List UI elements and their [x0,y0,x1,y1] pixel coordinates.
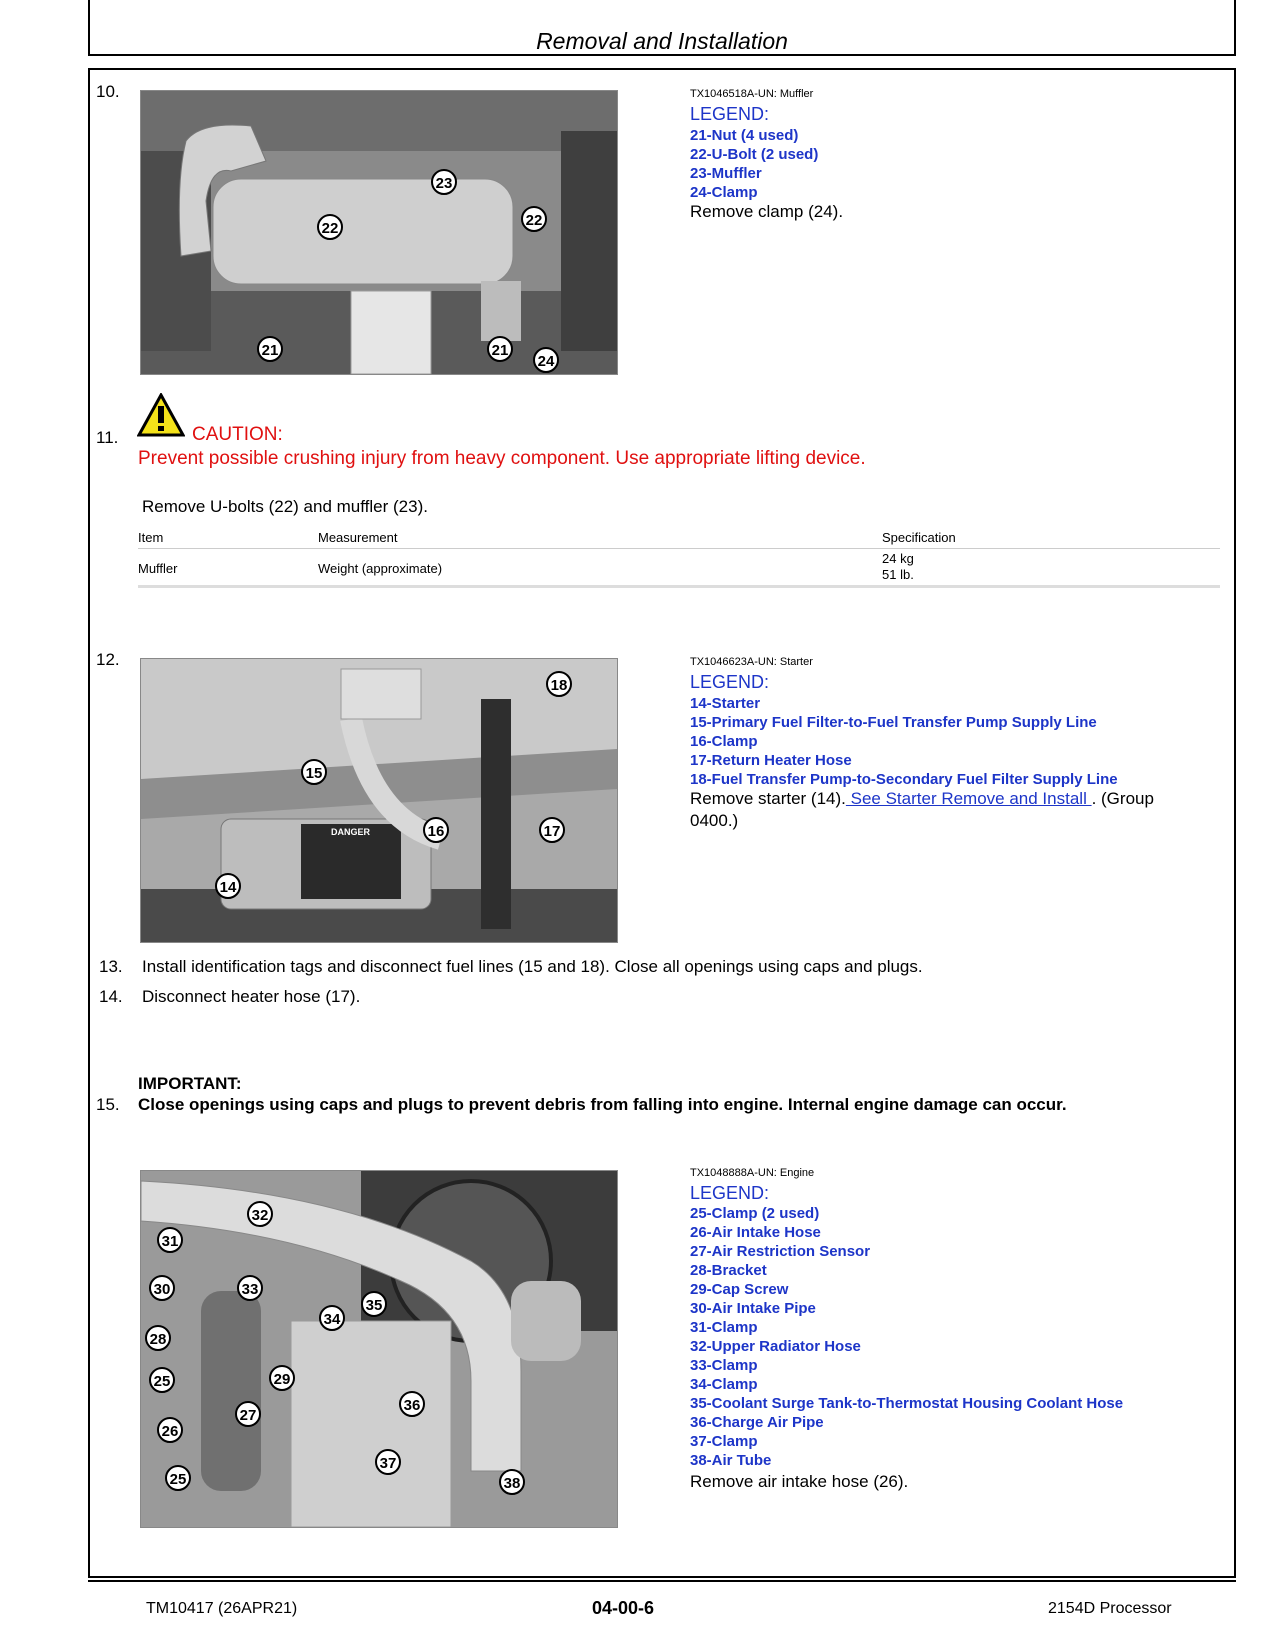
callout-14: 14 [215,873,241,899]
legend-item: 33-Clamp [690,1357,758,1374]
page-title: Removal and Installation [536,28,788,54]
table-cell: Muffler [138,561,178,576]
legend-list [690,694,1118,789]
legend-title: LEGEND: [690,1183,770,1203]
footer-rule [88,1580,1236,1582]
step-instruction: Remove clamp (24). [690,202,844,221]
legend-title: LEGEND: [690,672,770,692]
callout-22: 22 [521,206,547,232]
callout-17: 17 [539,817,565,843]
step-instruction [690,788,1210,832]
callout-31: 31 [157,1227,183,1253]
callout-22: 22 [317,214,343,240]
legend-item: 16-Clamp [690,733,758,750]
column-header: Measurement [318,530,398,545]
callout-30: 30 [149,1275,175,1301]
step-number-10: 10. [96,82,120,101]
legend-item: 35-Coolant Surge Tank-to-Thermostat Housing Coolant Hose [690,1395,1124,1412]
legend-item: 27-Air Restriction Sensor [690,1243,871,1260]
legend-item: 29-Cap Screw [690,1281,789,1298]
spec-table [138,530,1220,588]
figure-caption: TX1046623A-UN: Starter [690,656,813,668]
callout-27: 27 [235,1401,261,1427]
instruction-text: . (Group [1091,789,1154,808]
legend-item: 25-Clamp (2 used) [690,1205,820,1222]
step-instruction: Disconnect heater hose (17). [142,987,361,1006]
step-number-15: 15. [96,1095,120,1114]
callout-24: 24 [533,347,559,373]
spec-table-header [138,530,1220,549]
table-cell: 51 lb. [882,567,914,582]
callout-29: 29 [269,1365,295,1391]
warning-icon [137,393,185,442]
callout-33: 33 [237,1275,263,1301]
instruction-text: 0400.) [690,811,739,830]
starter-callouts [141,659,617,942]
legend-item: 31-Clamp [690,1319,758,1336]
legend-item: 26-Air Intake Hose [690,1224,821,1241]
footer-page-number: 04-00-6 [592,1598,655,1618]
step-number-11: 11. [96,428,119,447]
legend-item: 17-Return Heater Hose [690,752,852,769]
danger-decal-label: DANGER [331,827,371,837]
callout-25: 25 [165,1465,191,1491]
callout-37: 37 [375,1449,401,1475]
callout-21: 21 [257,336,283,362]
legend-list [690,126,818,202]
legend-item: 38-Air Tube [690,1452,772,1469]
legend-item: 23-Muffler [690,165,762,182]
caution-text: Prevent possible crushing injury from heavy component. Use appropriate lifting device. [138,448,866,469]
callout-26: 26 [157,1417,183,1443]
column-header: Specification [882,530,956,545]
table-row [138,549,1220,588]
legend-item: 30-Air Intake Pipe [690,1300,816,1317]
footer-manual-id: TM10417 (26APR21) [146,1600,298,1617]
table-cell: Weight (approximate) [318,561,443,576]
step-number-13: 13. [99,957,123,976]
legend-item: 34-Clamp [690,1376,758,1393]
figure-caption: TX1046518A-UN: Muffler [690,88,814,100]
callout-35: 35 [361,1291,387,1317]
step-instruction: Install identification tags and disconnect fuel lines (15 and 18). Close all openings using caps and plugs. [142,957,923,976]
legend-item: 24-Clamp [690,184,758,201]
footer-machine: 2154D Processor [1048,1600,1172,1617]
callout-15: 15 [301,759,327,785]
table-cell: 24 kg [882,551,914,566]
column-header: Item [138,530,164,545]
muffler-photo [140,90,618,375]
legend-item: 14-Starter [690,695,761,712]
important-text: Close openings using caps and plugs to prevent debris from falling into engine. Internal engine damage can occur. [138,1095,1067,1114]
callout-32: 32 [247,1201,273,1227]
step-number-14: 14. [99,987,123,1006]
legend-item: 18-Fuel Transfer Pump-to-Secondary Fuel Filter Supply Line [690,771,1118,788]
callout-25: 25 [149,1367,175,1393]
starter-remove-install-link[interactable]: See Starter Remove and Install [845,789,1092,808]
legend-item: 36-Charge Air Pipe [690,1414,824,1431]
figure-caption: TX1048888A-UN: Engine [690,1167,815,1179]
step-number-12: 12. [96,650,120,669]
instruction-text: Remove starter (14). [690,789,846,808]
caution-label: CAUTION: [192,424,283,445]
callout-34: 34 [319,1305,345,1331]
callout-18: 18 [546,671,572,697]
starter-photo [140,658,618,943]
important-label: IMPORTANT: [138,1074,242,1093]
legend-item: 28-Bracket [690,1262,767,1279]
callout-23: 23 [431,169,457,195]
callout-38: 38 [499,1469,525,1495]
engine-callouts [141,1171,617,1527]
legend-title: LEGEND: [690,104,770,124]
callout-28: 28 [145,1325,171,1351]
legend-item: 21-Nut (4 used) [690,127,799,144]
callout-36: 36 [399,1391,425,1417]
engine-photo [140,1170,618,1528]
legend-item: 22-U-Bolt (2 used) [690,146,819,163]
step-instruction: Remove U-bolts (22) and muffler (23). [142,497,428,516]
legend-item: 32-Upper Radiator Hose [690,1338,861,1355]
legend-list [690,1204,1123,1470]
muffler-callouts [141,91,617,374]
step-instruction: Remove air intake hose (26). [690,1472,909,1491]
callout-21: 21 [487,336,513,362]
legend-item: 15-Primary Fuel Filter-to-Fuel Transfer Pump Supply Line [690,714,1097,731]
callout-16: 16 [423,817,449,843]
legend-item: 37-Clamp [690,1433,758,1450]
